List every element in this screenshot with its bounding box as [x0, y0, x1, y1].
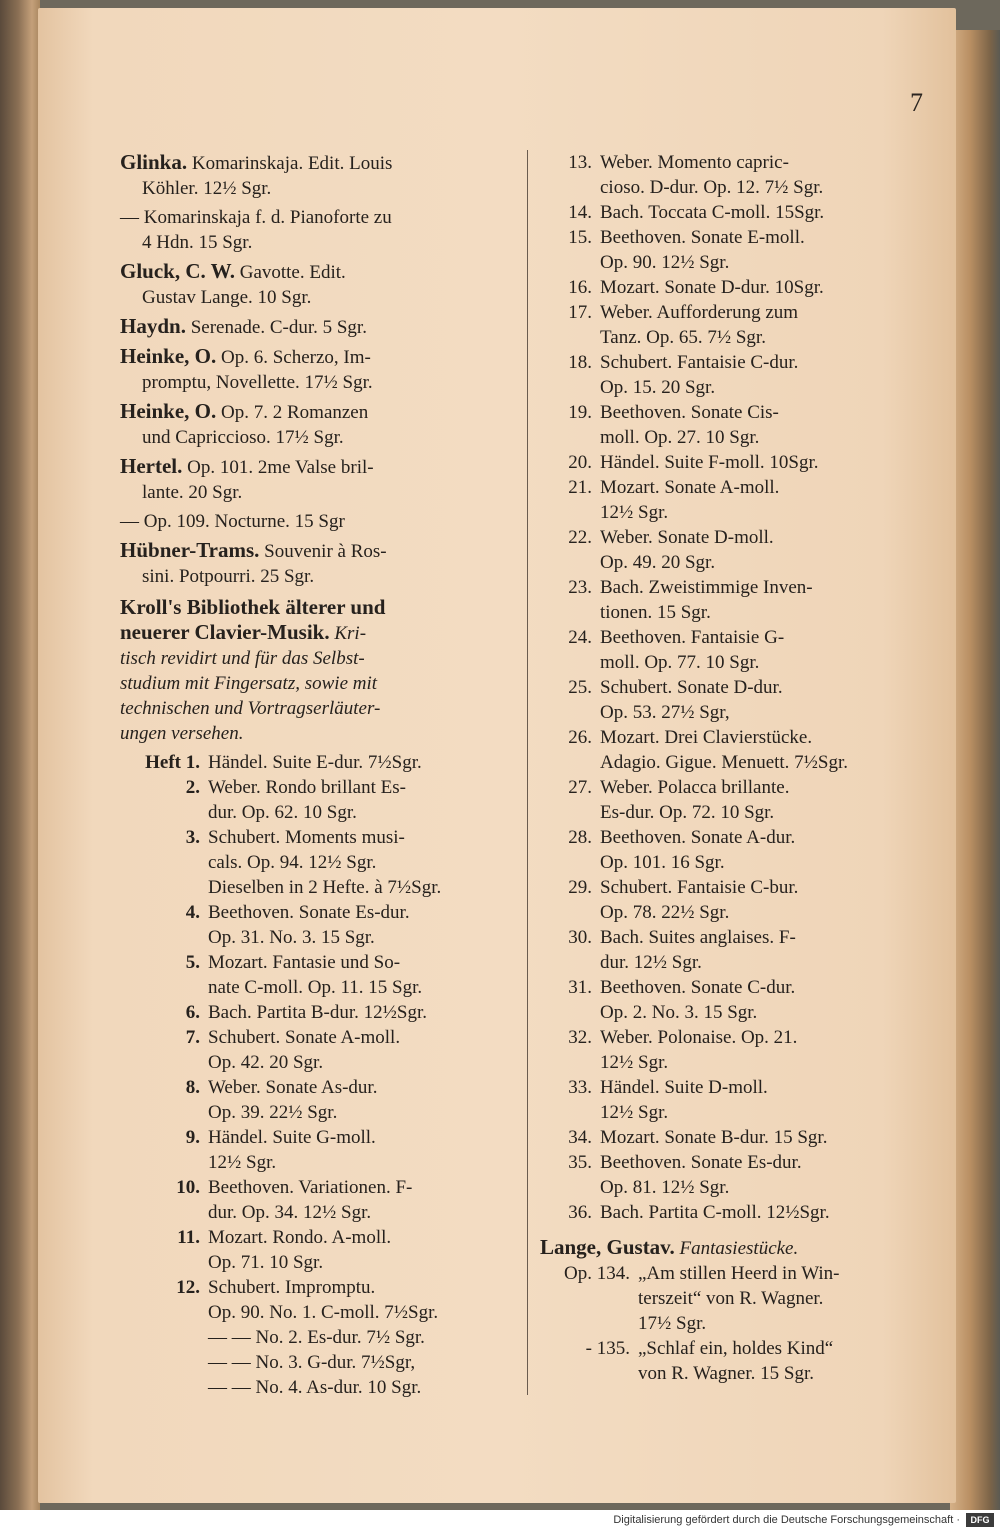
heft-line: 17½ Sgr.: [638, 1313, 707, 1334]
heft-line: Op. 90. No. 1. C-moll. 7½Sgr.: [208, 1302, 439, 1323]
heft-number: 33.: [568, 1077, 592, 1098]
heft-number: 9.: [185, 1127, 200, 1148]
entry-line: Köhler. 12½ Sgr.: [142, 178, 272, 199]
heft-number: 23.: [568, 577, 592, 598]
heft-item: [540, 975, 940, 1025]
heft-item: [120, 1075, 515, 1125]
heft-text: [208, 775, 515, 825]
heft-line: Beethoven. Variationen. F-: [208, 1177, 413, 1198]
heft-text: [600, 575, 940, 625]
heft-line: moll. Op. 27. 10 Sgr.: [600, 427, 760, 448]
heft-line: Op. 15. 20 Sgr.: [600, 377, 716, 398]
heft-text: [600, 675, 940, 725]
kroll-description: [120, 646, 515, 746]
heft-item: [540, 400, 940, 450]
heft-item: [540, 525, 940, 575]
footer-credit: Digitalisierung gefördert durch die Deutsche Forschungsgemeinschaft ·: [613, 1514, 960, 1526]
heft-line: Schubert. Sonate D-dur.: [600, 677, 783, 698]
heft-item: [120, 900, 515, 950]
heft-text: [600, 1075, 940, 1125]
heft-text: [600, 150, 940, 200]
kroll-desc-line: tisch revidirt und für das Selbst-: [120, 648, 365, 669]
heft-line: Mozart. Sonate B-dur. 15 Sgr.: [600, 1127, 828, 1148]
heft-number: 22.: [568, 527, 592, 548]
heft-number: 24.: [568, 627, 592, 648]
heft-line: Op. 81. 12½ Sgr.: [600, 1177, 730, 1198]
heft-line: „Schlaf ein, holdes Kind“: [638, 1338, 834, 1359]
entry-line: Gustav Lange. 10 Sgr.: [142, 287, 312, 308]
heft-line: Mozart. Drei Clavierstücke.: [600, 727, 813, 748]
heft-text: [600, 525, 940, 575]
heft-text: [600, 925, 940, 975]
composer-name: Haydn.: [120, 314, 186, 338]
heft-line: dur. Op. 34. 12½ Sgr.: [208, 1202, 372, 1223]
heft-number: 8.: [185, 1077, 200, 1098]
heft-text: [208, 1025, 515, 1075]
heft-number: - 135.: [585, 1338, 630, 1359]
heft-line: moll. Op. 77. 10 Sgr.: [600, 652, 760, 673]
heft-number: 5.: [185, 952, 200, 973]
heft-line: Op. 90. 12½ Sgr.: [600, 252, 730, 273]
heft-item: [540, 225, 940, 275]
entry-line: und Capriccioso. 17½ Sgr.: [142, 427, 344, 448]
heft-number: 17.: [568, 302, 592, 323]
heft-line: Beethoven. Fantaisie G-: [600, 627, 785, 648]
heft-line: Bach. Partita B-dur. 12½Sgr.: [208, 1002, 428, 1023]
heft-text: [600, 450, 940, 475]
lange-items: [540, 1261, 940, 1386]
heft-number: 25.: [568, 677, 592, 698]
heft-item: [540, 775, 940, 825]
heft-line: dur. 12½ Sgr.: [600, 952, 702, 973]
heft-text: [600, 1150, 940, 1200]
entry-line: — Komarinskaja f. d. Pianoforte zu: [120, 207, 392, 228]
heft-text: [600, 1125, 940, 1150]
heft-line: Op. 101. 16 Sgr.: [600, 852, 725, 873]
heft-line: Es-dur. Op. 72. 10 Sgr.: [600, 802, 775, 823]
heft-text: [600, 875, 940, 925]
heft-item: [540, 1125, 940, 1150]
heft-item: [120, 1225, 515, 1275]
heft-line: 12½ Sgr.: [600, 502, 669, 523]
heft-line: Bach. Toccata C-moll. 15Sgr.: [600, 202, 825, 223]
heft-item: [120, 825, 515, 900]
heft-line: Mozart. Rondo. A-moll.: [208, 1227, 392, 1248]
heft-line: Beethoven. Sonate Es-dur.: [600, 1152, 802, 1173]
heft-text: [208, 1125, 515, 1175]
composer-name: Heinke, O.: [120, 399, 217, 423]
heft-line: Op. 39. 22½ Sgr.: [208, 1102, 338, 1123]
entry-line: Serenade. C-dur. 5 Sgr.: [190, 317, 367, 338]
heft-item: [540, 350, 940, 400]
heft-item: [120, 950, 515, 1000]
heft-line: Schubert. Moments musi-: [208, 827, 405, 848]
heft-line: Händel. Suite F-moll. 10Sgr.: [600, 452, 819, 473]
heft-line: Mozart. Sonate D-dur. 10Sgr.: [600, 277, 824, 298]
heft-text: [208, 750, 515, 775]
heft-line: dur. Op. 62. 10 Sgr.: [208, 802, 357, 823]
entry-line: lante. 20 Sgr.: [142, 482, 243, 503]
heft-number: 35.: [568, 1152, 592, 1173]
heft-item: [540, 475, 940, 525]
entry-line: sini. Potpourri. 25 Sgr.: [142, 566, 315, 587]
heft-line: 12½ Sgr.: [600, 1102, 669, 1123]
kroll-desc-first: Kri-: [334, 623, 367, 644]
heft-text: [208, 1075, 515, 1125]
heft-line: Mozart. Fantasie und So-: [208, 952, 401, 973]
heft-line: Beethoven. Sonate E-moll.: [600, 227, 805, 248]
heft-text: [638, 1336, 940, 1386]
heft-item: [540, 725, 940, 775]
entry-line: Gavotte. Edit.: [239, 262, 346, 283]
heft-line: Weber. Rondo brillant Es-: [208, 777, 406, 798]
heft-item: [540, 275, 940, 300]
heft-number: 19.: [568, 402, 592, 423]
heft-text: [208, 900, 515, 950]
heft-number: 26.: [568, 727, 592, 748]
heft-number: 31.: [568, 977, 592, 998]
heft-item: [120, 750, 515, 775]
heft-line: Tanz. Op. 65. 7½ Sgr.: [600, 327, 766, 348]
lange-entry: [540, 1235, 940, 1386]
heft-line: — — No. 4. As-dur. 10 Sgr.: [208, 1377, 422, 1398]
heft-line: Op. 53. 27½ Sgr,: [600, 702, 730, 723]
heft-text: [208, 950, 515, 1000]
heft-number: 16.: [568, 277, 592, 298]
kroll-library-heading: [120, 595, 515, 746]
composer-entry: [120, 150, 515, 201]
heft-line: Bach. Suites anglaises. F-: [600, 927, 796, 948]
entry-line: Souvenir à Ros-: [264, 541, 387, 562]
heft-item: [120, 1000, 515, 1025]
heft-line: von R. Wagner. 15 Sgr.: [638, 1363, 814, 1384]
entry-line: Komarinskaja. Edit. Louis: [191, 153, 393, 174]
kroll-desc-line: ungen versehen.: [120, 723, 244, 744]
lange-title: Fantasiestücke.: [679, 1238, 799, 1259]
heft-item: [540, 1075, 940, 1125]
heft-number: 30.: [568, 927, 592, 948]
heft-line: Op. 31. No. 3. 15 Sgr.: [208, 927, 375, 948]
heft-number: 6.: [185, 1002, 200, 1023]
heft-text: [208, 1175, 515, 1225]
heft-item: [540, 1025, 940, 1075]
heft-line: — — No. 3. G-dur. 7½Sgr,: [208, 1352, 416, 1373]
composer-entry: [120, 399, 515, 450]
heft-number: 28.: [568, 827, 592, 848]
heft-number: 13.: [568, 152, 592, 173]
heft-line: Schubert. Fantaisie C-bur.: [600, 877, 799, 898]
heft-line: Adagio. Gigue. Menuett. 7½Sgr.: [600, 752, 849, 773]
heft-text: [600, 725, 940, 775]
heft-text: [208, 825, 515, 900]
heft-line: cioso. D-dur. Op. 12. 7½ Sgr.: [600, 177, 824, 198]
composer-entry: [120, 454, 515, 505]
heft-list-left: [120, 750, 515, 1400]
entry-line: Op. 6. Scherzo, Im-: [221, 347, 371, 368]
heft-item: [540, 1261, 940, 1336]
heft-text: [600, 975, 940, 1025]
composer-name: Heinke, O.: [120, 344, 217, 368]
heft-line: Händel. Suite D-moll.: [600, 1077, 768, 1098]
composer-entry: [120, 509, 515, 534]
heft-line: — — No. 2. Es-dur. 7½ Sgr.: [208, 1327, 425, 1348]
heft-text: [600, 300, 940, 350]
heft-item: [540, 1336, 940, 1386]
heft-number: 32.: [568, 1027, 592, 1048]
heft-line: Mozart. Sonate A-moll.: [600, 477, 780, 498]
entry-line: promptu, Novellette. 17½ Sgr.: [142, 372, 373, 393]
column-divider: [527, 150, 528, 1395]
composer-name: Hertel.: [120, 454, 183, 478]
composer-entry: [120, 314, 515, 340]
heft-item: [120, 1125, 515, 1175]
composer-entry: [120, 538, 515, 589]
entry-line: Op. 7. 2 Romanzen: [221, 402, 369, 423]
heft-list-right: [540, 150, 940, 1225]
heft-line: Op. 49. 20 Sgr.: [600, 552, 716, 573]
heft-number: 15.: [568, 227, 592, 248]
heft-line: 12½ Sgr.: [208, 1152, 277, 1173]
heft-line: Dieselben in 2 Hefte. à 7½Sgr.: [208, 877, 442, 898]
heft-line: Weber. Aufforderung zum: [600, 302, 799, 323]
heft-line: Beethoven. Sonate Cis-: [600, 402, 779, 423]
heft-line: Beethoven. Sonate A-dur.: [600, 827, 796, 848]
heft-number: 20.: [568, 452, 592, 473]
heft-text: [600, 275, 940, 300]
heft-text: [600, 825, 940, 875]
heft-text: [600, 625, 940, 675]
heft-line: Weber. Polonaise. Op. 21.: [600, 1027, 798, 1048]
kroll-title-line-2: neuerer Clavier-Musik.: [120, 620, 330, 644]
heft-number: 34.: [568, 1127, 592, 1148]
heft-text: [208, 1275, 515, 1400]
heft-number: 36.: [568, 1202, 592, 1223]
heft-item: [540, 1200, 940, 1225]
heft-line: Weber. Momento capric-: [600, 152, 789, 173]
heft-line: 12½ Sgr.: [600, 1052, 669, 1073]
heft-line: Bach. Zweistimmige Inven-: [600, 577, 813, 598]
heft-item: [540, 675, 940, 725]
heft-text: [638, 1261, 940, 1336]
heft-item: [540, 825, 940, 875]
heft-line: Op. 42. 20 Sgr.: [208, 1052, 324, 1073]
heft-number: Op. 134.: [564, 1263, 630, 1284]
heft-line: Beethoven. Sonate C-dur.: [600, 977, 796, 998]
heft-line: Schubert. Fantaisie C-dur.: [600, 352, 799, 373]
heft-line: Weber. Sonate As-dur.: [208, 1077, 378, 1098]
heft-line: „Am stillen Heerd in Win-: [638, 1263, 840, 1284]
heft-item: [540, 150, 940, 200]
heft-line: tionen. 15 Sgr.: [600, 602, 711, 623]
heft-line: cals. Op. 94. 12½ Sgr.: [208, 852, 377, 873]
entry-line: Op. 101. 2me Valse bril-: [187, 457, 374, 478]
entry-line: 4 Hdn. 15 Sgr.: [142, 232, 253, 253]
heft-item: [540, 925, 940, 975]
heft-line: Op. 71. 10 Sgr.: [208, 1252, 324, 1273]
composer-name: Hübner-Trams.: [120, 538, 260, 562]
heft-line: nate C-moll. Op. 11. 15 Sgr.: [208, 977, 423, 998]
heft-text: [600, 350, 940, 400]
heft-number: 14.: [568, 202, 592, 223]
heft-number: 11.: [177, 1227, 200, 1248]
heft-text: [600, 400, 940, 450]
heft-number: Heft 1.: [145, 752, 200, 773]
heft-line: Händel. Suite E-dur. 7½Sgr.: [208, 752, 422, 773]
heft-item: [540, 625, 940, 675]
heft-line: Op. 78. 22½ Sgr.: [600, 902, 730, 923]
composer-entry: [120, 259, 515, 310]
kroll-desc-line: studium mit Fingersatz, sowie mit: [120, 673, 378, 694]
heft-line: Schubert. Impromptu.: [208, 1277, 376, 1298]
heft-item: [540, 200, 940, 225]
right-column: [540, 150, 940, 1386]
heft-number: 7.: [185, 1027, 200, 1048]
composer-entry: [120, 205, 515, 255]
heft-number: 18.: [568, 352, 592, 373]
heft-item: [120, 775, 515, 825]
heft-number: 27.: [568, 777, 592, 798]
heft-line: Op. 2. No. 3. 15 Sgr.: [600, 1002, 758, 1023]
heft-line: Händel. Suite G-moll.: [208, 1127, 376, 1148]
heft-line: Bach. Partita C-moll. 12½Sgr.: [600, 1202, 830, 1223]
heft-text: [600, 475, 940, 525]
heft-text: [600, 775, 940, 825]
heft-item: [540, 300, 940, 350]
heft-number: 10.: [176, 1177, 200, 1198]
dfg-logo: DFG: [966, 1513, 994, 1527]
page-number: 7: [910, 88, 923, 117]
heft-text: [208, 1000, 515, 1025]
heft-text: [600, 1025, 940, 1075]
entry-line: — Op. 109. Nocturne. 15 Sgr: [120, 511, 345, 532]
heft-text: [208, 1225, 515, 1275]
book-spine-edge: [0, 0, 40, 1510]
composer-entries: [120, 150, 515, 589]
heft-number: 12.: [176, 1277, 200, 1298]
heft-number: 29.: [568, 877, 592, 898]
heft-text: [600, 200, 940, 225]
composer-name: Glinka.: [120, 150, 188, 174]
kroll-title-line-1: Kroll's Bibliothek älterer und: [120, 595, 386, 619]
kroll-desc-line: technischen und Vortragserläuter-: [120, 698, 381, 719]
heft-line: Schubert. Sonate A-moll.: [208, 1027, 401, 1048]
heft-number: 4.: [185, 902, 200, 923]
heft-line: Weber. Polacca brillante.: [600, 777, 790, 798]
heft-number: 2.: [185, 777, 200, 798]
lange-composer: Lange, Gustav.: [540, 1235, 675, 1259]
heft-line: Beethoven. Sonate Es-dur.: [208, 902, 410, 923]
heft-line: terszeit“ von R. Wagner.: [638, 1288, 824, 1309]
heft-item: [120, 1025, 515, 1075]
heft-line: Weber. Sonate D-moll.: [600, 527, 774, 548]
heft-item: [540, 575, 940, 625]
heft-item: [540, 875, 940, 925]
composer-entry: [120, 344, 515, 395]
heft-text: [600, 1200, 940, 1225]
heft-item: [540, 450, 940, 475]
left-column: [120, 150, 515, 1400]
heft-item: [540, 1150, 940, 1200]
composer-name: Gluck, C. W.: [120, 259, 235, 283]
heft-number: 3.: [185, 827, 200, 848]
heft-text: [600, 225, 940, 275]
heft-number: 21.: [568, 477, 592, 498]
heft-item: [120, 1275, 515, 1400]
page-stack-edge: [950, 30, 1000, 1510]
heft-item: [120, 1175, 515, 1225]
